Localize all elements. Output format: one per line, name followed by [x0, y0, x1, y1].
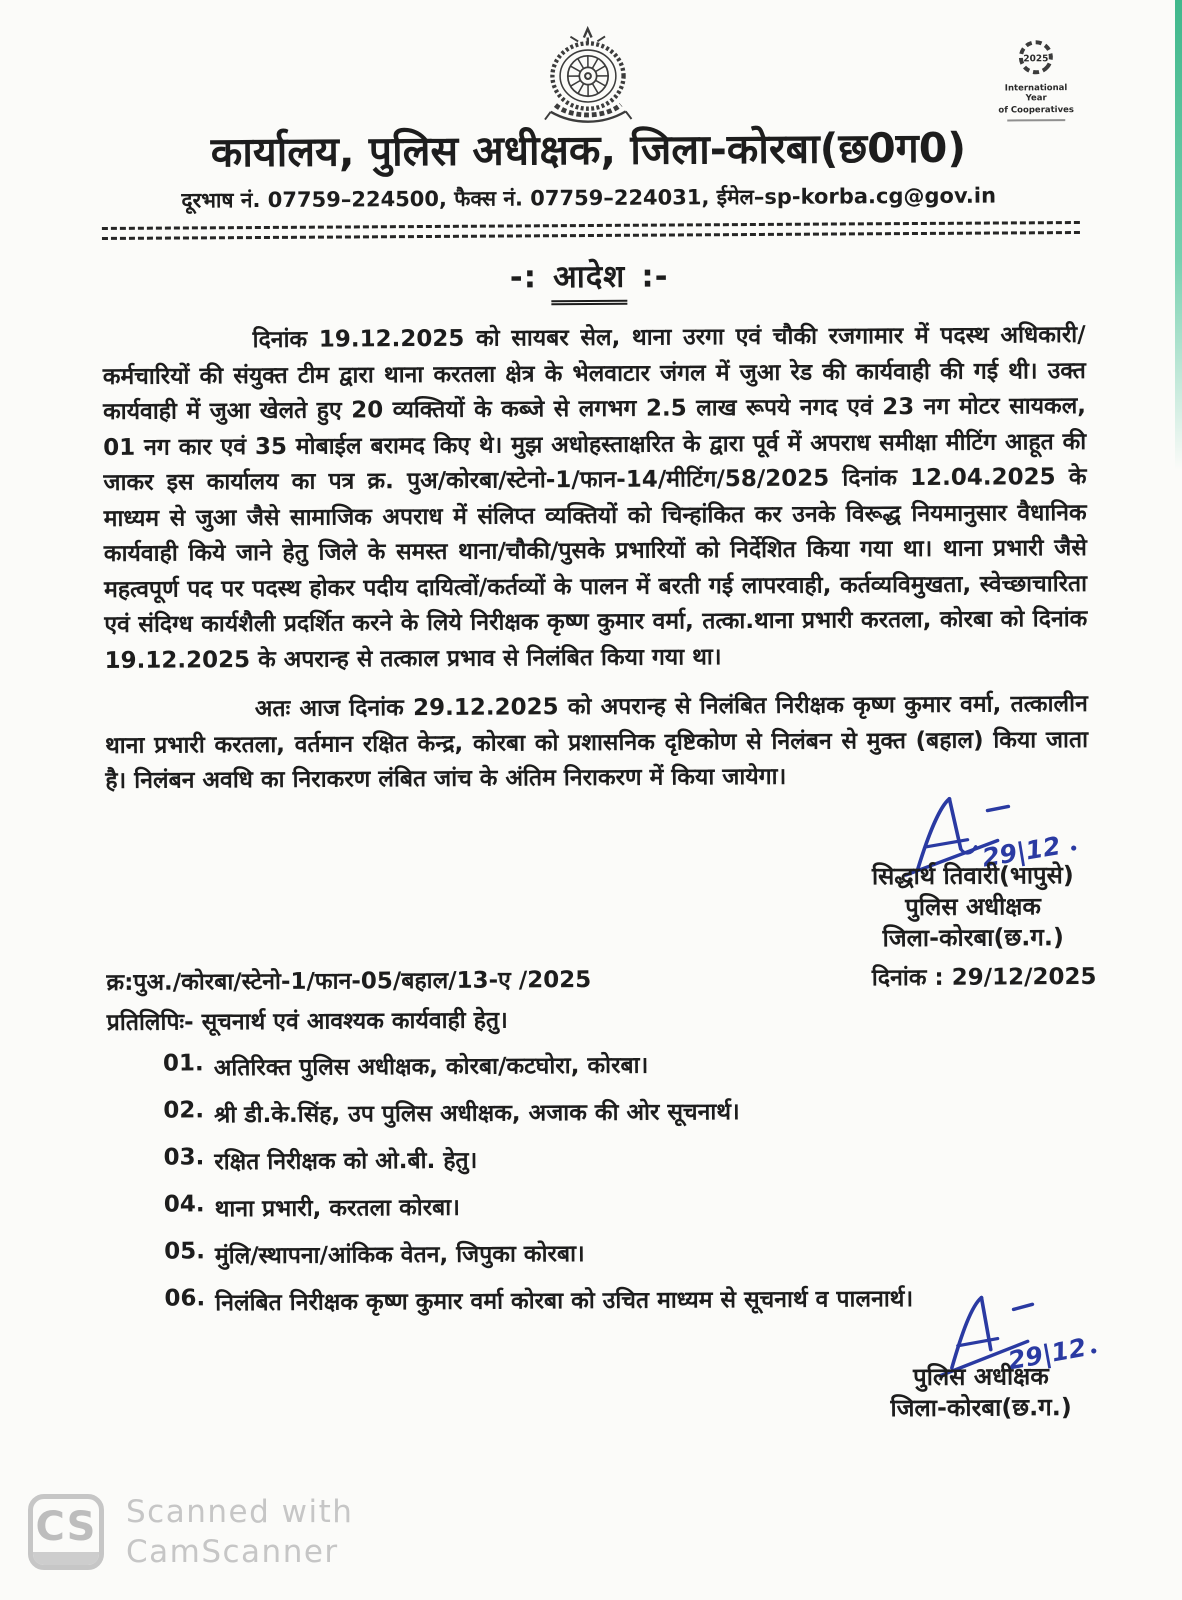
copy-item — [163, 1138, 1125, 1176]
copy-item — [163, 1091, 1125, 1129]
order-heading-prefix: -: — [509, 259, 538, 296]
copy-item-text: मुंलि/स्थापना/आंकिक वेतन, जिपुका कोरबा। — [214, 1240, 585, 1269]
copy-item-text: रक्षित निरीक्षक को ओ.बी. हेतु। — [214, 1147, 478, 1175]
copy-item — [164, 1185, 1126, 1223]
copy-item-number: 06. — [164, 1284, 206, 1312]
signature-block-sp-bottom — [830, 1288, 1131, 1424]
copy-item-number: 04. — [163, 1190, 205, 1218]
coop-year-icon — [1016, 37, 1056, 77]
camscanner-watermark — [28, 1492, 353, 1572]
camscanner-logo-bar — [33, 1552, 99, 1565]
order-paragraph-2: अतः आज दिनांक 29.12.2025 को अपरान्ह से निलंबित निरीक्षक कृष्ण कुमार वर्मा, तत्कालीन थाना प्रभारी करतला, वर्तमान रक्षित केन्द्र, कोरबा को प्रशासनिक दृष्टिकोण से निलंबन से मुक्त (बहाल) किया जाता है। निलंबन अवधि का निराकरण लंबित जांच के अंतिम निराकरण में किया जायेगा। — [104, 690, 1089, 794]
contact-line: दूरभाष नं. 07759–224500, फैक्स नं. 07759–224031, ईमेल–sp-korba.cg@gov.in — [181, 183, 997, 213]
copy-item — [163, 1044, 1125, 1082]
copy-item-text: थाना प्रभारी, करतला कोरबा। — [214, 1194, 461, 1222]
copy-item-number: 02. — [163, 1096, 205, 1124]
order-heading-suffix: :- — [641, 258, 669, 295]
reference-date: दिनांक : 29/12/2025 — [871, 963, 1097, 991]
reference-row — [106, 958, 1096, 996]
copy-item-number: 03. — [163, 1143, 205, 1171]
camscanner-logo-icon — [28, 1494, 104, 1570]
reference-number: क्र:पुअ./कोरबा/स्टेनो-1/फान-05/बहाल/13-ए /2025 — [106, 966, 592, 996]
copy-item-text: अतिरिक्त पुलिस अधीक्षक, कोरबा/कटघोरा, कोरबा। — [213, 1052, 649, 1081]
camscanner-caption-line2: CamScanner — [126, 1534, 339, 1570]
copy-item-number: 05. — [164, 1237, 205, 1265]
coop-year-text: 2025 — [1023, 54, 1049, 65]
signature-block-sp — [807, 789, 1138, 954]
police-crest-icon — [529, 26, 648, 127]
camscanner-caption — [126, 1492, 353, 1572]
scan-edge-artifact — [1175, 0, 1182, 470]
coop-tagline-rule — [1007, 119, 1065, 121]
office-title: कार्यालय, पुलिस अधीक्षक, जिला-कोरबा(छ0ग0) — [210, 123, 967, 177]
order-paragraph-1: दिनांक 19.12.2025 को सायबर सेल, थाना उरगा एवं चौकी रजगामार में पदस्थ अधिकारी/कर्मचारियों की संयुक्त टीम द्वारा थाना करतला क्षेत्र के भेलवाटार जंगल में जुआ रेड की कार्यवाही की गई थी। उक्त कार्यवाही में जुआ खेलते हुए 20 व्यक्तियों के कब्जे से लगभग 2.5 लाख रूपये नगद एवं 23 नग मोटर सायकल, 01 नग कार एवं 35 मोबाईल बरामद किए थे। मुझ अधोहस्ताक्षरित के द्वारा पूर्व में अपराध समीक्षा मीटिंग आहूत की जाकर इस कार्यालय का पत्र क्र. पुअ/कोरबा/स्टेनो-1/फान-14/मीटिंग/58/2025 दिनांक 12.04.2025 के माध्यम से जुआ जैसे सामाजिक अपराध में संलिप्त व्यक्तियों को चिन्हांकित कर उनके विरूद्ध नियमानुसार वैधानिक कार्यवाही किये जाने हेतु जिले के समस्त थाना/चौकी/पुसके प्रभारियों को निर्देशित किया गया था। थाना प्रभारी जैसे महत्वपूर्ण पद पर पदस्थ होकर पदीय दायित्वों/कर्तव्यों के पालन में बरती गई लापरवाही, कर्तव्यविमुखता, स्वेच्छाचारिता एवं संदिग्ध कार्यशैली प्रदर्शित करने के लिये निरीक्षक कृष्ण कुमार वर्मा, तत्का.थाना प्रभारी करतला, कोरबा को दिनांक 19.12.2025 के अपरान्ह से तत्काल प्रभाव से निलंबित किया गया था। — [102, 321, 1088, 674]
copy-item-number: 01. — [162, 1049, 204, 1077]
coop-year-logo — [993, 37, 1080, 122]
sp-bottom-district: जिला-कोरबा(छ.ग.) — [890, 1392, 1072, 1422]
camscanner-logo-text: CS — [35, 1504, 97, 1550]
sp-signatory-designation: पुलिस अधीक्षक — [905, 891, 1041, 921]
sp-bottom-designation: पुलिस अधीक्षक — [913, 1361, 1049, 1391]
sp-signatory-name: सिद्धार्थ तिवारी(भापुसे) — [871, 860, 1074, 890]
copy-heading: प्रतिलिपिः- सूचनार्थ एवं आवश्यक कार्यवाही हेतु। — [106, 1007, 508, 1036]
copy-list — [163, 1044, 1127, 1317]
order-body — [102, 318, 1088, 799]
sp-signature-date-scribble: 29|12 — [980, 830, 1063, 873]
copy-item-text: श्री डी.के.सिंह, उप पुलिस अधीक्षक, अजाक की ओर सूचनार्थ। — [213, 1098, 740, 1128]
order-heading-word: आदेश — [551, 255, 628, 305]
letterhead — [0, 0, 1179, 128]
sp-signatory-district: जिला-कोरबा(छ.ग.) — [882, 922, 1065, 952]
header-separator — [102, 221, 1080, 240]
copy-item — [164, 1232, 1126, 1270]
copy-item-text: निलंबित निरीक्षक कृष्ण कुमार वर्मा कोरबा को उचित माध्यम से सूचनार्थ व पालनार्थ। — [215, 1285, 914, 1316]
camscanner-caption-line1: Scanned with — [126, 1494, 354, 1530]
coop-caption-line2: of Cooperatives — [998, 105, 1074, 116]
sp-signature-bottom-date-scribble: 29|12 — [1005, 1332, 1089, 1375]
coop-caption-line1: International Year — [1004, 83, 1068, 104]
order-heading — [0, 251, 1180, 308]
